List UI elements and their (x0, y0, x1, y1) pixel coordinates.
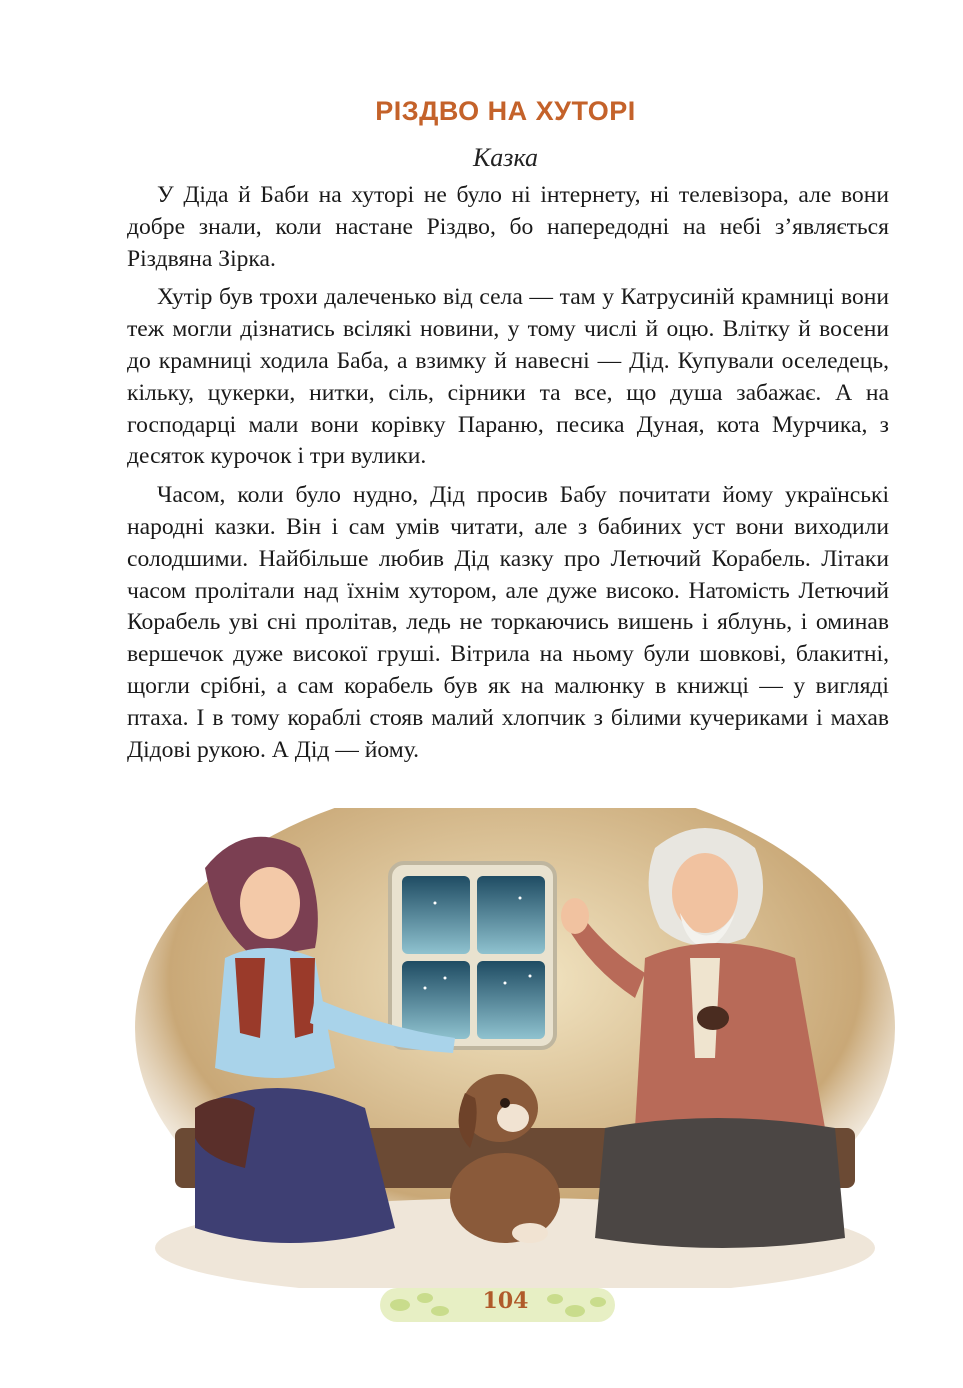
story-text (127, 180, 889, 766)
paragraph-1: У Діда й Баби на хуторі не було ні інтернету, ні телевізора, але вони добре знали, коли настане Різдво, бо напередодні на небі з’являється Різдвяна Зірка. (127, 182, 889, 272)
story-title: РІЗДВО НА ХУТОРІ (375, 96, 636, 126)
paragraph-2: Хутір був трохи далеченько від села — там у Катрусиній крамниці вони теж могли дізнатись всілякі новини, у тому числі й оцю. Влітку й восени до крамниці ходила Баба, а взимку й навесні — Дід. Купували оселедець, кільку, цукерки, нитки, сіль, сірники та все, що душа забажає. А на господарці мали вони корівку Параню, песика Дуная, кота Мурчика, з десяток курочок і три вулики. (127, 284, 889, 470)
story-illustration (135, 808, 895, 1288)
paragraph-3: Часом, коли було нудно, Дід просив Бабу почитати йому українські народні казки. Він і сам умів читати, але з бабиних уст вони виходили солодшими. Найбільше любив Дід казку про Летючий Корабель. Літаки часом пролітали над їхнім хутором, але дуже високо. Натомість Летючий Корабель уві сні пролітав, ледь не торкаючись вишень і яблунь, і оминав вершечок дуже високої груші. Вітрила на ньому були шовкові, блакитні, щогли срібні, а сам корабель був як на малюнку в книжці — у вигляді птаха. І в тому кораблі стояв малий хлопчик з білими кучериками і махав Дідові рукою. А Дід — йому. (127, 482, 889, 763)
window (390, 863, 555, 1048)
story-genre: Казка (473, 143, 538, 172)
page-number: 104 (482, 1288, 529, 1314)
